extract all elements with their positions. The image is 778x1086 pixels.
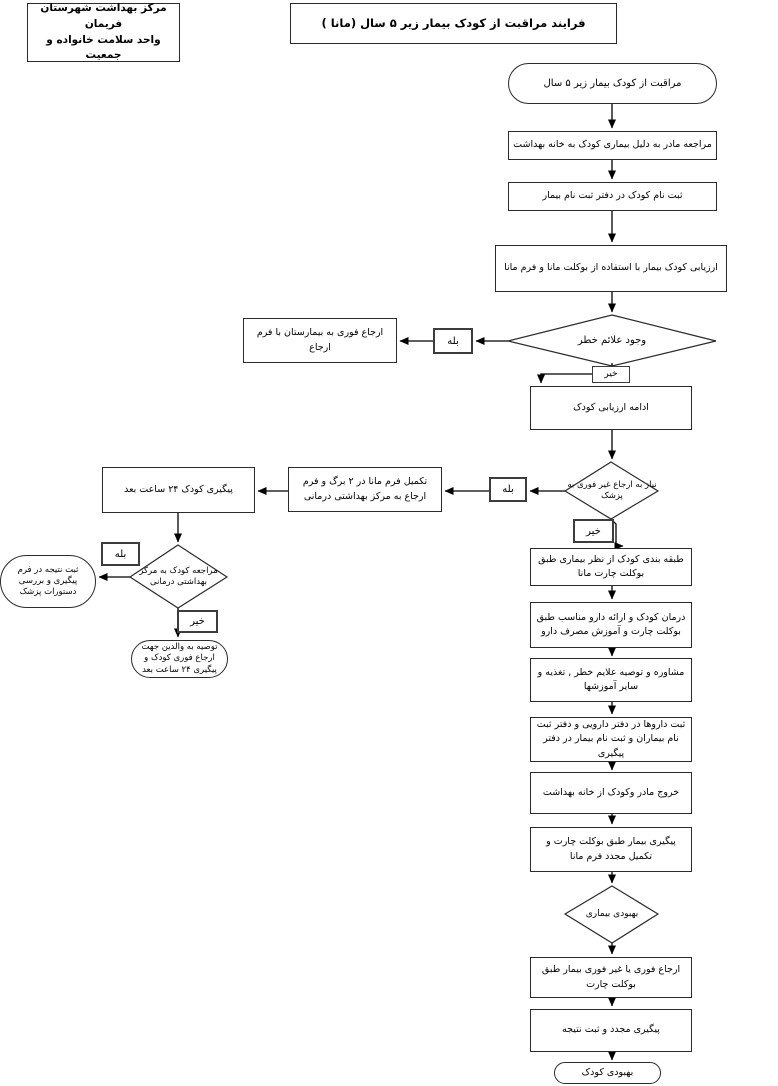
decision-recovery-label: بهبودی بیماری xyxy=(585,908,639,919)
no-label-child-visit: خیر xyxy=(177,610,218,633)
step-treat: درمان کودک و ارائه دارو مناسب طبق بوکلت چارت و آموزش مصرف دارو xyxy=(530,602,692,648)
step-mother-visit: مراجعه مادر به دلیل بیماری کودک به خانه بهداشت xyxy=(508,131,717,160)
end-terminal: بهبودی کودک xyxy=(554,1062,661,1084)
step-assess: ارزیابی کودک بیمار با استفاده از بوکلت مانا و فرم مانا xyxy=(495,245,727,292)
yes-label-child-visit: بله xyxy=(101,542,140,566)
step-complete-form: تکمیل فرم مانا در ۲ برگ و فرم ارجاع به مرکز بهداشتی درمانی xyxy=(288,467,442,512)
step-refollow: پیگیری مجدد و ثبت نتیجه xyxy=(530,1009,692,1052)
no-label-nonurgent: خیر xyxy=(573,519,614,543)
terminal-advise-parents: توصیه به والدین جهت ارجاع فوری کودک و پیگیری ۲۴ ساعت بعد xyxy=(131,640,228,678)
org-header-box xyxy=(27,3,180,62)
yes-label-danger: بله xyxy=(433,328,473,354)
org-header-line2: واحد سلامت خانواده و جمعیت xyxy=(46,33,161,62)
decision-child-visit-label: مراجعه کودک به مرکز بهداشتی درمانی xyxy=(139,565,218,587)
decision-nonurgent-label: نیاز به ارجاع غیر فوری به پزشک xyxy=(567,479,657,501)
start-terminal: مراقبت از کودک بیمار زیر ۵ سال xyxy=(508,63,717,104)
page-title: فرایند مراقبت از کودک بیمار زیر ۵ سال (مانا ) xyxy=(290,3,617,44)
step-followup-24h: پیگیری کودک ۲۴ ساعت بعد xyxy=(102,467,255,513)
step-continue-eval: ادامه ارزیابی کودک xyxy=(530,386,692,430)
terminal-record-result: ثبت نتیجه در فرم پیگیری و بررسی دستورات پزشک xyxy=(0,555,96,608)
flow-arrow xyxy=(541,374,592,383)
step-referral-by-chart: ارجاع فوری یا غیر فوری بیمار طبق بوکلت چارت xyxy=(530,957,692,998)
step-counsel: مشاوره و توصیه علایم خطر , تغذیه و سایر آموزشها xyxy=(530,658,692,702)
no-label-danger: خیر xyxy=(592,366,630,383)
step-classify: طبقه بندی کودک از نظر بیماری طبق بوکلت چارت مانا xyxy=(530,548,692,586)
step-exit-home: خروج مادر وکودک از خانه بهداشت xyxy=(530,772,692,814)
yes-label-nonurgent: بله xyxy=(489,477,527,502)
org-header-line1: مرکز بهداشت شهرستان فریمان xyxy=(40,2,167,30)
step-followup-chart: پیگیری بیمار طبق بوکلت چارت و تکمیل مجدد فرم مانا xyxy=(530,827,692,872)
step-register: ثبت نام کودک در دفتر ثبت نام بیمار xyxy=(508,182,717,211)
decision-danger-signs-label: وجود علائم خطر xyxy=(577,335,647,347)
step-hospital-referral: ارجاع فوری به بیمارستان با فرم ارجاع xyxy=(243,318,397,363)
step-record-drugs: ثبت داروها در دفتر دارویی و دفتر ثبت نام بیماران و ثبت نام بیمار در دفتر پیگیری xyxy=(530,717,692,762)
